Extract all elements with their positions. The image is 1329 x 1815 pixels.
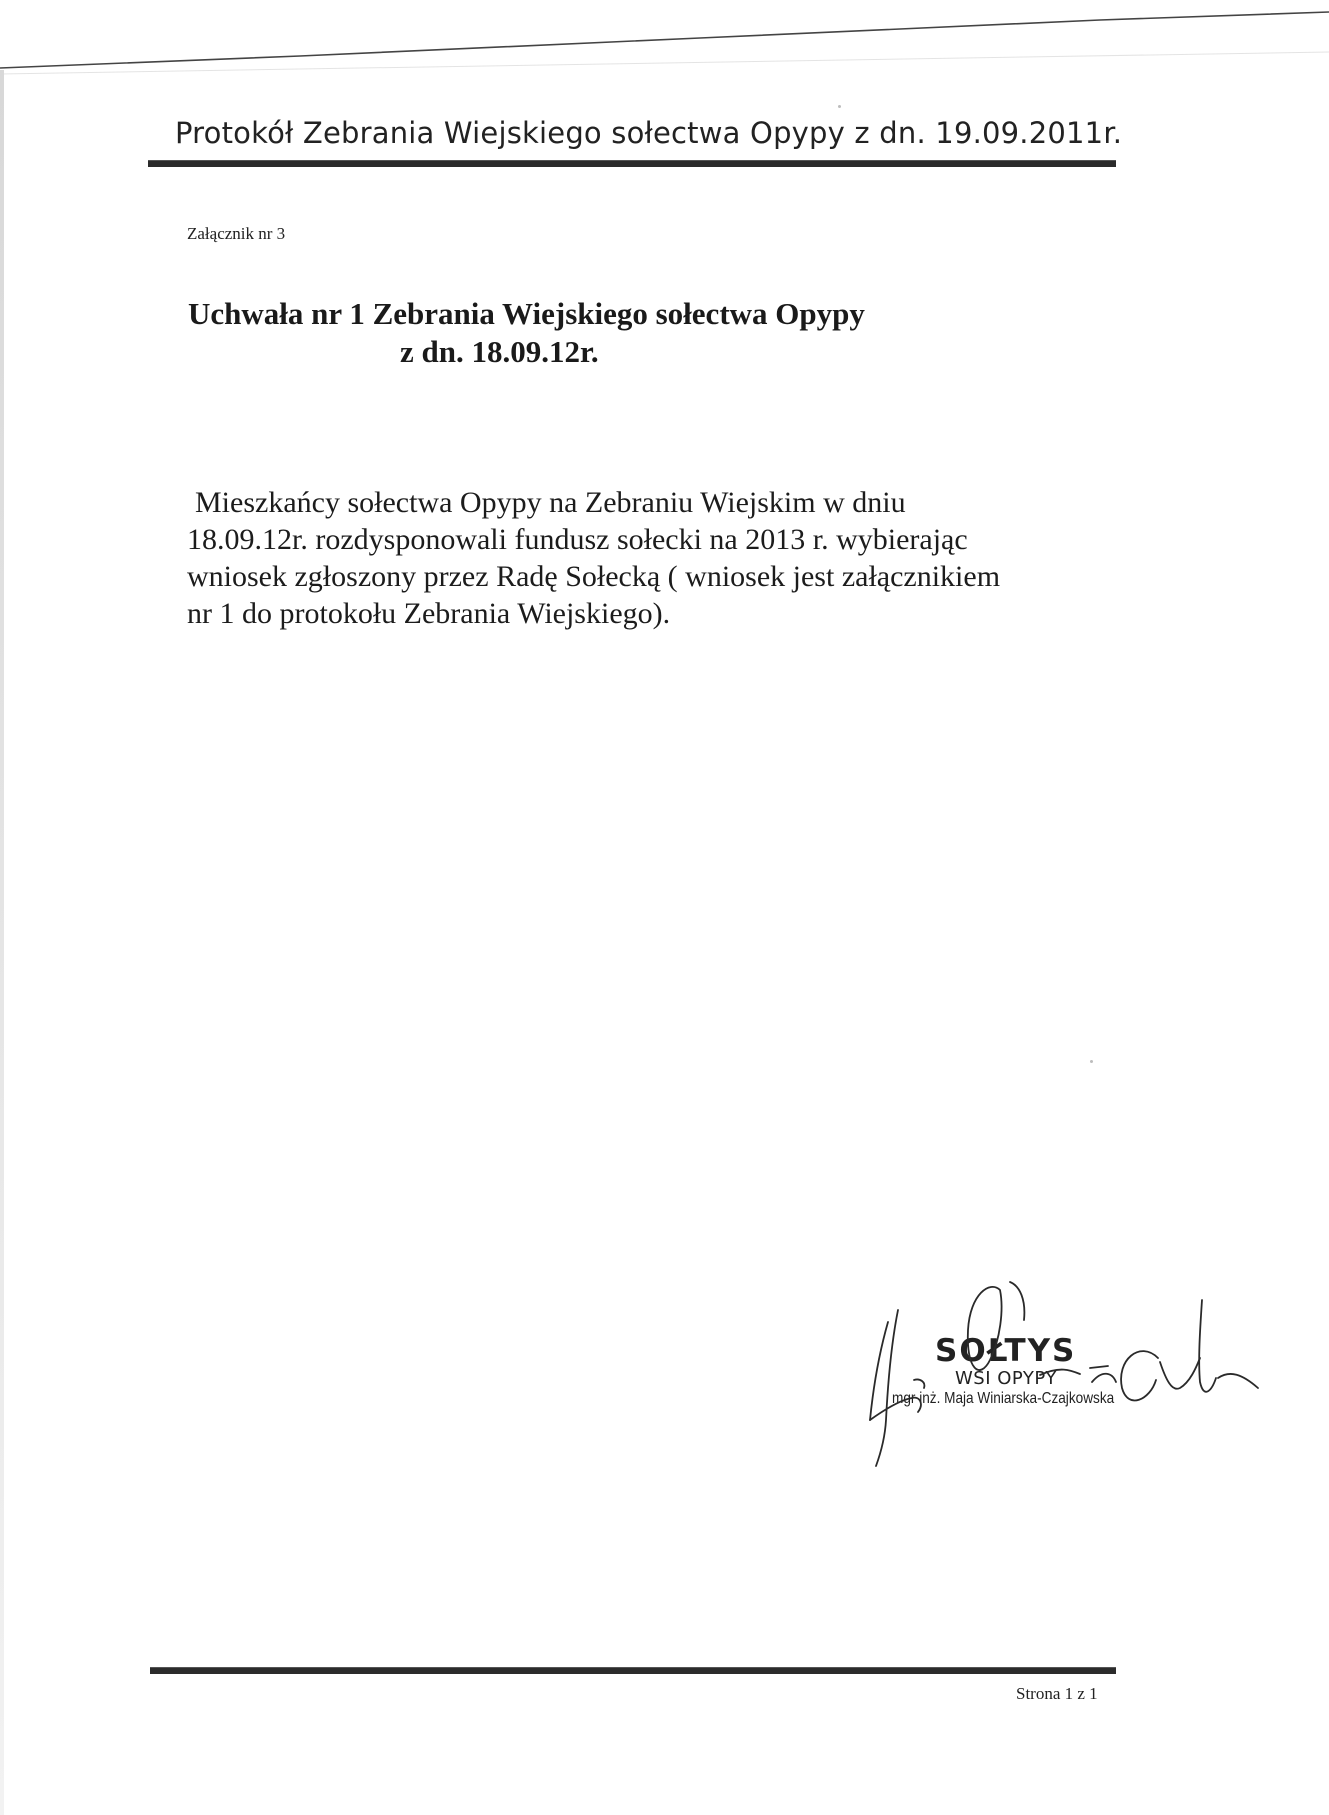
resolution-title: Uchwała nr 1 Zebrania Wiejskiego sołectwa Opypy [188, 296, 865, 331]
scan-left-edge [0, 70, 4, 1815]
stamp-subtitle: WSI OPYPY [955, 1368, 1057, 1389]
signature-stamp-area [840, 1270, 1260, 1470]
resolution-body [187, 484, 1107, 632]
scan-edge-line [0, 0, 1329, 80]
attachment-label: Załącznik nr 3 [187, 224, 286, 243]
header-rule [148, 160, 1116, 167]
document-header-title: Protokół Zebrania Wiejskiego sołectwa Opypy z dn. 19.09.2011r. [175, 116, 1123, 150]
stamp-name: mgr inż. Maja Winiarska-Czajkowska [892, 1390, 1115, 1407]
page-number: Strona 1 z 1 [1016, 1684, 1098, 1703]
scan-speck [1090, 1060, 1093, 1063]
body-line: 18.09.12r. rozdysponowali fundusz sołecki na 2013 r. wybierając [187, 523, 968, 556]
stamp-title: SOŁTYS [935, 1333, 1077, 1369]
resolution-date: z dn. 18.09.12r. [400, 334, 599, 369]
handwritten-signature-icon [840, 1270, 1260, 1470]
scan-speck [838, 105, 841, 108]
body-line: nr 1 do protokołu Zebrania Wiejskiego). [187, 597, 671, 630]
body-line: Mieszkańcy sołectwa Opypy na Zebraniu Wiejskim w dniu [195, 486, 906, 519]
body-line: wniosek zgłoszony przez Radę Sołecką ( wniosek jest załącznikiem [187, 560, 1001, 593]
footer-rule [150, 1667, 1116, 1674]
